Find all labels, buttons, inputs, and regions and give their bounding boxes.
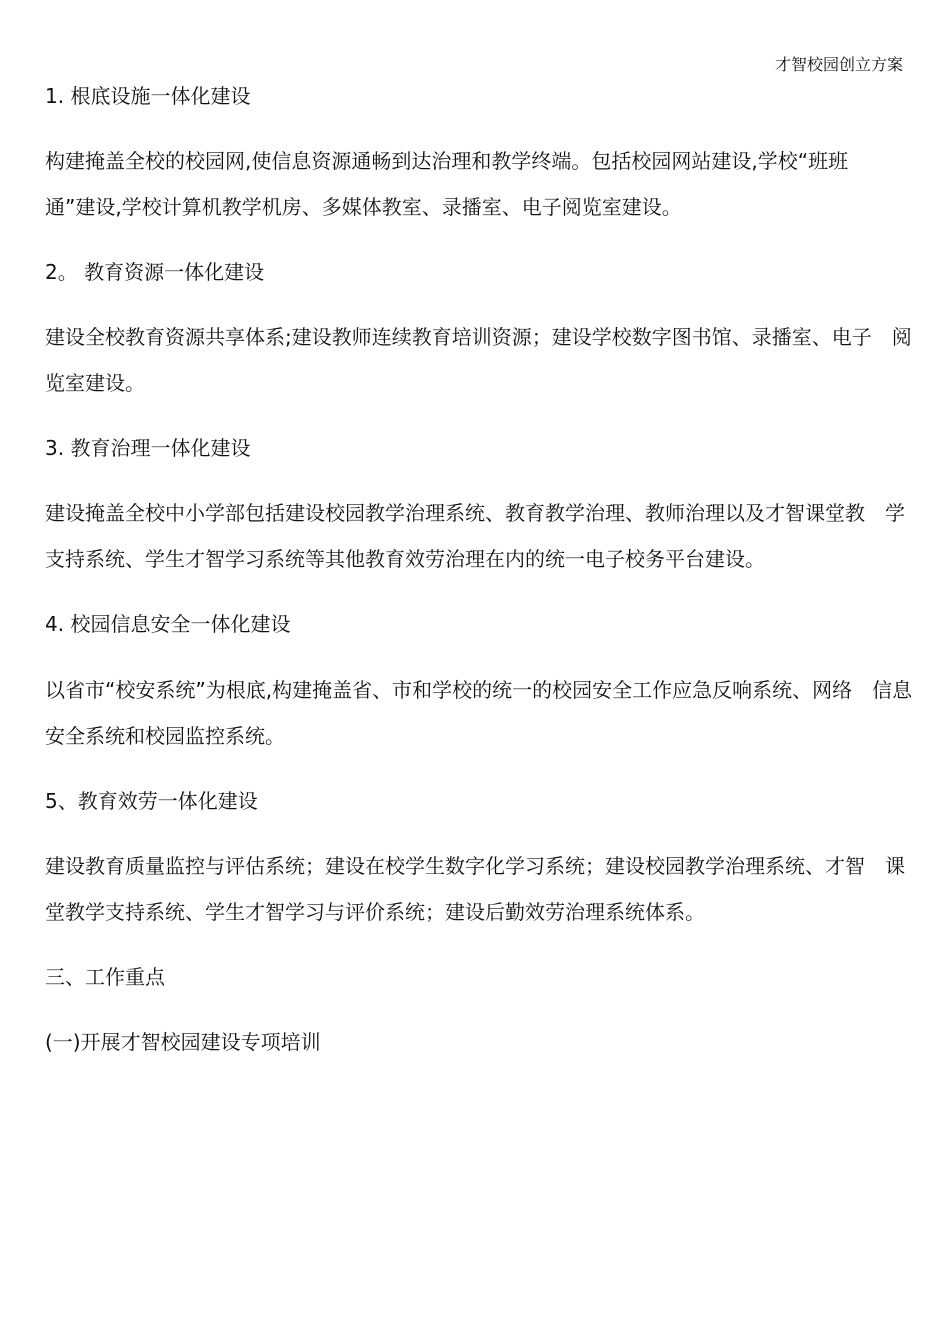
section-2-paragraph-line-2: 览室建设。	[45, 371, 145, 395]
part-3-heading: 三、工作重点	[45, 965, 165, 989]
section-5-paragraph-line-2: 堂教学支持系统、学生才智学习与评价系统；建设后勤效劳治理系统体系。	[45, 900, 705, 924]
section-4-paragraph-line-1: 以省市“校安系统”为根底,构建掩盖省、市和学校的统一的校园安全工作应急反响系统、网络 信息	[45, 678, 913, 702]
section-4-paragraph-line-2: 安全系统和校园监控系统。	[45, 724, 285, 748]
section-3-paragraph-line-1: 建设掩盖全校中小学部包括建设校园教学治理系统、教育教学治理、教师治理以及才智课堂教 学	[45, 501, 905, 525]
part-3-subheading-1: (一)开展才智校园建设专项培训	[45, 1030, 321, 1054]
section-1-paragraph-line-1: 构建掩盖全校的校园网,使信息资源通畅到达治理和教学终端。包括校园网站建设,学校“班班	[45, 149, 849, 173]
section-1-heading: 1. 根底设施一体化建设	[45, 84, 251, 108]
running-header-title: 才智校园创立方案	[774, 55, 903, 74]
section-5-paragraph-line-1: 建设教育质量监控与评估系统；建设在校学生数字化学习系统；建设校园教学治理系统、才智 课	[45, 854, 905, 878]
section-4-heading: 4. 校园信息安全一体化建设	[45, 612, 291, 636]
section-2-paragraph-line-1: 建设全校教育资源共享体系;建设教师连续教育培训资源；建设学校数字图书馆、录播室、电子 阅	[45, 325, 912, 349]
section-3-heading: 3. 教育治理一体化建设	[45, 436, 251, 460]
section-2-heading: 2。 教育资源一体化建设	[45, 260, 265, 284]
section-1-paragraph-line-2: 通”建设,学校计算机教学机房、多媒体教室、录播室、电子阅览室建设。	[45, 195, 682, 219]
section-3-paragraph-line-2: 支持系统、学生才智学习系统等其他教育效劳治理在内的统一电子校务平台建设。	[45, 547, 765, 571]
section-5-heading: 5、教育效劳一体化建设	[45, 789, 258, 813]
